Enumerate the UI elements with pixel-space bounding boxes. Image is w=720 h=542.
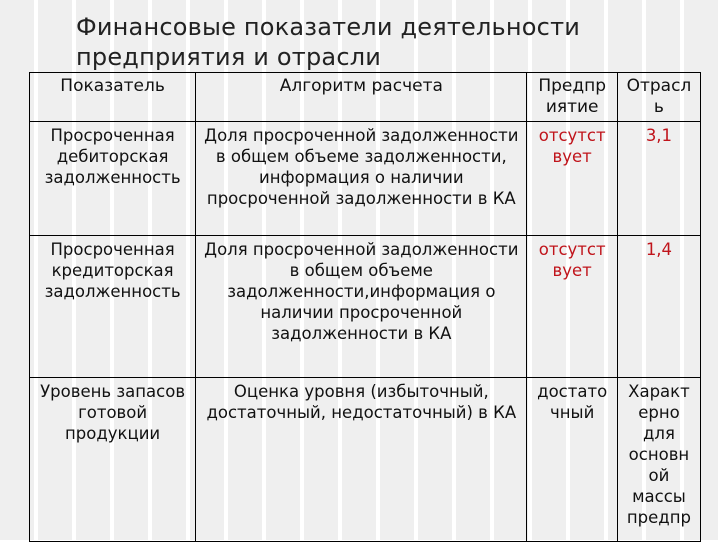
cell-indicator: Уровень запасов готовой продукции (30, 377, 196, 541)
header-indicator: Показатель (30, 73, 196, 122)
cell-enterprise: отсутст вует (527, 236, 617, 378)
cell-algorithm: Доля просроченной задолженности в общем объеме задолженности,информация о наличии просроченной задолженности в КА (196, 236, 527, 378)
cell-industry: 3,1 (617, 122, 700, 236)
table-row (30, 122, 701, 236)
indicators-table (29, 72, 701, 542)
slide-title (76, 12, 696, 72)
table-header-row (30, 73, 701, 122)
cell-industry: Характ ерно для основн ой массы предпр (617, 377, 700, 541)
cell-industry: 1,4 (617, 236, 700, 378)
title-line-2: предприятия и отрасли (76, 43, 382, 71)
header-enterprise: Предпр иятие (527, 73, 617, 122)
table-row (30, 236, 701, 378)
cell-enterprise: отсутст вует (527, 122, 617, 236)
header-industry: Отрасл ь (617, 73, 700, 122)
cell-indicator: Просроченная кредиторская задолженность (30, 236, 196, 378)
cell-enterprise: достато чный (527, 377, 617, 541)
cell-algorithm: Доля просроченной задолженности в общем объеме задолженности, информация о наличии просроченной задолженности в КА (196, 122, 527, 236)
title-line-1: Финансовые показатели деятельности (76, 13, 581, 41)
table-row (30, 377, 701, 541)
cell-indicator: Просроченная дебиторская задолженность (30, 122, 196, 236)
header-algorithm: Алгоритм расчета (196, 73, 527, 122)
cell-algorithm: Оценка уровня (избыточный, достаточный, недостаточный) в КА (196, 377, 527, 541)
